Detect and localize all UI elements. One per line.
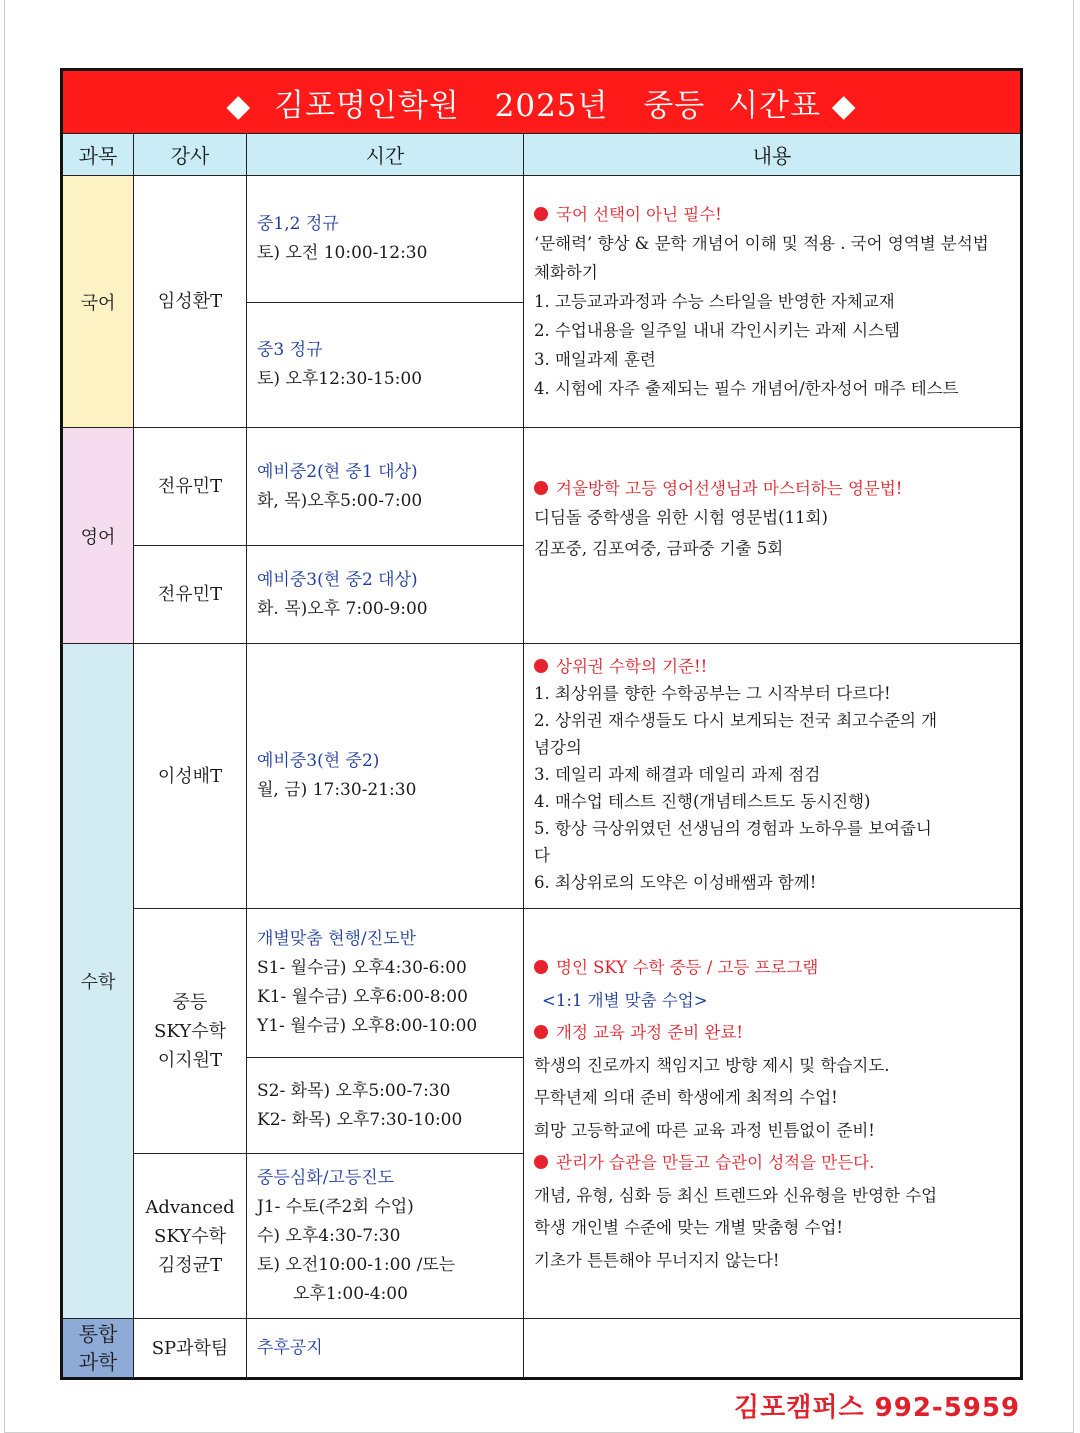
science-time: 추후공지	[247, 1319, 524, 1379]
diamond-icon: ◆	[831, 87, 857, 124]
class-time: K1- 월수금) 오후6:00-8:00	[257, 987, 468, 1007]
class-time: 수) 오후4:30-7:30	[257, 1225, 401, 1246]
math-class-2a	[247, 909, 524, 1058]
class-time: 화. 목)오후 7:00-9:00	[257, 598, 428, 619]
header-teacher: 강사	[134, 134, 247, 176]
class-time: J1- 수토(주2회 수업)	[257, 1196, 414, 1217]
teacher-science: SP과학팀	[134, 1319, 247, 1379]
content-line: 학생 개인별 수준에 맞는 개별 맞춤형 수업!	[534, 1218, 844, 1237]
bullet-dot-icon	[534, 659, 548, 673]
class-name: 중등심화/고등진도	[257, 1167, 395, 1188]
math-highlight: 상위권 수학의 기준!!	[534, 653, 1010, 680]
class-time: 토) 오후12:30-15:00	[257, 369, 423, 389]
math-class-2b	[247, 1058, 524, 1154]
bullet-dot-icon	[534, 1025, 548, 1039]
korean-class-1	[247, 176, 524, 303]
title-year: 2025년	[494, 87, 609, 124]
content-line: 체화하기	[534, 263, 598, 282]
class-time: 화, 목)오후5:00-7:00	[257, 490, 423, 511]
diamond-icon: ◆	[226, 87, 252, 124]
class-name: 중1,2 정규	[257, 214, 339, 234]
page-title	[62, 70, 1022, 134]
sky-highlight-2: 개정 교육 과정 준비 완료!	[534, 1017, 1010, 1050]
content-line: 다	[534, 846, 550, 865]
math-sky-content	[524, 909, 1022, 1319]
content-line: 디딤돌 중학생을 위한 시험 영문법(11회)	[534, 508, 828, 527]
sky-highlight-3: 관리가 습관을 만들고 습관이 성적을 만든다.	[534, 1147, 1010, 1180]
teacher-math-3: Advanced SKY수학 김정균T	[134, 1154, 247, 1319]
math-row-1	[62, 644, 1022, 909]
teacher-math-1: 이성배T	[134, 644, 247, 909]
title-level: 중등	[643, 87, 706, 124]
bullet-dot-icon	[534, 960, 548, 974]
class-time: 월, 금) 17:30-21:30	[257, 780, 417, 800]
math-class-3	[247, 1154, 524, 1319]
subject-english: 영어	[62, 428, 134, 644]
content-line: ‘문해력’ 향상 & 문학 개념어 이해 및 적용 . 국어 영역별 분석법	[534, 234, 989, 253]
teacher-korean: 임성환T	[134, 176, 247, 428]
korean-highlight: 국어 선택이 아닌 필수!	[534, 200, 1010, 229]
english-class-2	[247, 546, 524, 644]
science-row	[62, 1319, 1022, 1379]
title-doc: 시간표	[728, 87, 821, 124]
english-class-1	[247, 428, 524, 546]
class-time: K2- 화목) 오후7:30-10:00	[257, 1109, 463, 1130]
class-time: 토) 오전 10:00-12:30	[257, 243, 428, 263]
teacher-math-2: 중등 SKY수학 이지원T	[134, 909, 247, 1154]
content-line: 2. 수업내용을 일주일 내내 각인시키는 과제 시스템	[534, 321, 900, 340]
content-line: 희망 고등학교에 따른 교육 과정 빈틈없이 준비!	[534, 1120, 875, 1140]
class-name: 예비중2(현 중1 대상)	[257, 461, 418, 482]
content-line: 무학년제 의대 준비 학생에게 최적의 수업!	[534, 1088, 838, 1107]
math-content-1	[524, 644, 1022, 909]
header-row	[62, 134, 1022, 176]
science-content	[524, 1319, 1022, 1379]
header-subject: 과목	[62, 134, 134, 176]
header-time: 시간	[247, 134, 524, 176]
korean-row-1	[62, 176, 1022, 303]
class-name: 예비중3(현 중2 대상)	[257, 569, 418, 590]
content-line: 학생의 진로까지 책임지고 방향 제시 및 학습지도.	[534, 1055, 890, 1075]
content-line: 념강의	[534, 738, 582, 757]
teacher-english-1: 전유민T	[134, 428, 247, 546]
content-line: 3. 데일리 과제 해결과 데일리 과제 점검	[534, 765, 821, 784]
sky-sub-1: <1:1 개별 맞춤 수업>	[542, 990, 708, 1010]
content-line: 개념, 유형, 심화 등 최신 트렌드와 신유형을 반영한 수업	[534, 1185, 938, 1205]
class-time: S2- 화목) 오후5:00-7:30	[257, 1080, 451, 1101]
bullet-dot-icon	[534, 207, 548, 221]
bullet-dot-icon	[534, 1155, 548, 1169]
timetable	[60, 68, 1023, 1380]
class-time: Y1- 월수금) 오후8:00-10:00	[257, 1016, 478, 1036]
title-academy: 김포명인학원	[274, 87, 460, 124]
math-row-2a	[62, 909, 1022, 1058]
english-row-1	[62, 428, 1022, 546]
content-line: 4. 매수업 테스트 진행(개념테스트도 동시진행)	[534, 792, 871, 811]
subject-math: 수학	[62, 644, 134, 1319]
title-row	[62, 70, 1022, 134]
class-name: 예비중3(현 중2)	[257, 751, 380, 771]
math-class-1	[247, 644, 524, 909]
english-highlight: 겨울방학 고등 영어선생님과 마스터하는 영문법!	[534, 474, 1010, 503]
class-name: 개별맞춤 현행/진도반	[257, 929, 416, 949]
subject-science: 통합 과학	[62, 1319, 134, 1379]
content-line: 3. 매일과제 훈련	[534, 350, 656, 369]
class-name: 중3 정규	[257, 340, 323, 360]
content-line: 기초가 튼튼해야 무너지지 않는다!	[534, 1250, 780, 1270]
bullet-dot-icon	[534, 481, 548, 495]
content-line: 6. 최상위로의 도약은 이성배쌤과 함께!	[534, 873, 817, 892]
content-line: 2. 상위권 재수생들도 다시 보게되는 전국 최고수준의 개	[534, 711, 938, 730]
korean-content	[524, 176, 1022, 428]
content-line: 4. 시험에 자주 출제되는 필수 개념어/한자성어 매주 테스트	[534, 379, 959, 398]
content-line: 5. 항상 극상위였던 선생님의 경험과 노하우를 보여줍니	[534, 819, 932, 838]
english-content	[524, 428, 1022, 644]
class-time: 토) 오전10:00-1:00 /또는	[257, 1254, 456, 1275]
teacher-english-2: 전유민T	[134, 546, 247, 644]
header-content: 내용	[524, 134, 1022, 176]
content-line: 김포중, 김포여중, 금파중 기출 5회	[534, 539, 784, 558]
subject-korean: 국어	[62, 176, 134, 428]
class-time: 오후1:00-4:00	[293, 1283, 408, 1304]
content-line: 1. 고등교과과정과 수능 스타일을 반영한 자체교재	[534, 292, 895, 311]
sky-highlight-1: 명인 SKY 수학 중등 / 고등 프로그램	[534, 952, 1010, 985]
class-time: S1- 월수금) 오후4:30-6:00	[257, 958, 467, 978]
content-line: 1. 최상위를 향한 수학공부는 그 시작부터 다르다!	[534, 684, 891, 703]
campus-contact: 김포캠퍼스 992-5959	[734, 1393, 1021, 1423]
korean-class-2	[247, 303, 524, 428]
